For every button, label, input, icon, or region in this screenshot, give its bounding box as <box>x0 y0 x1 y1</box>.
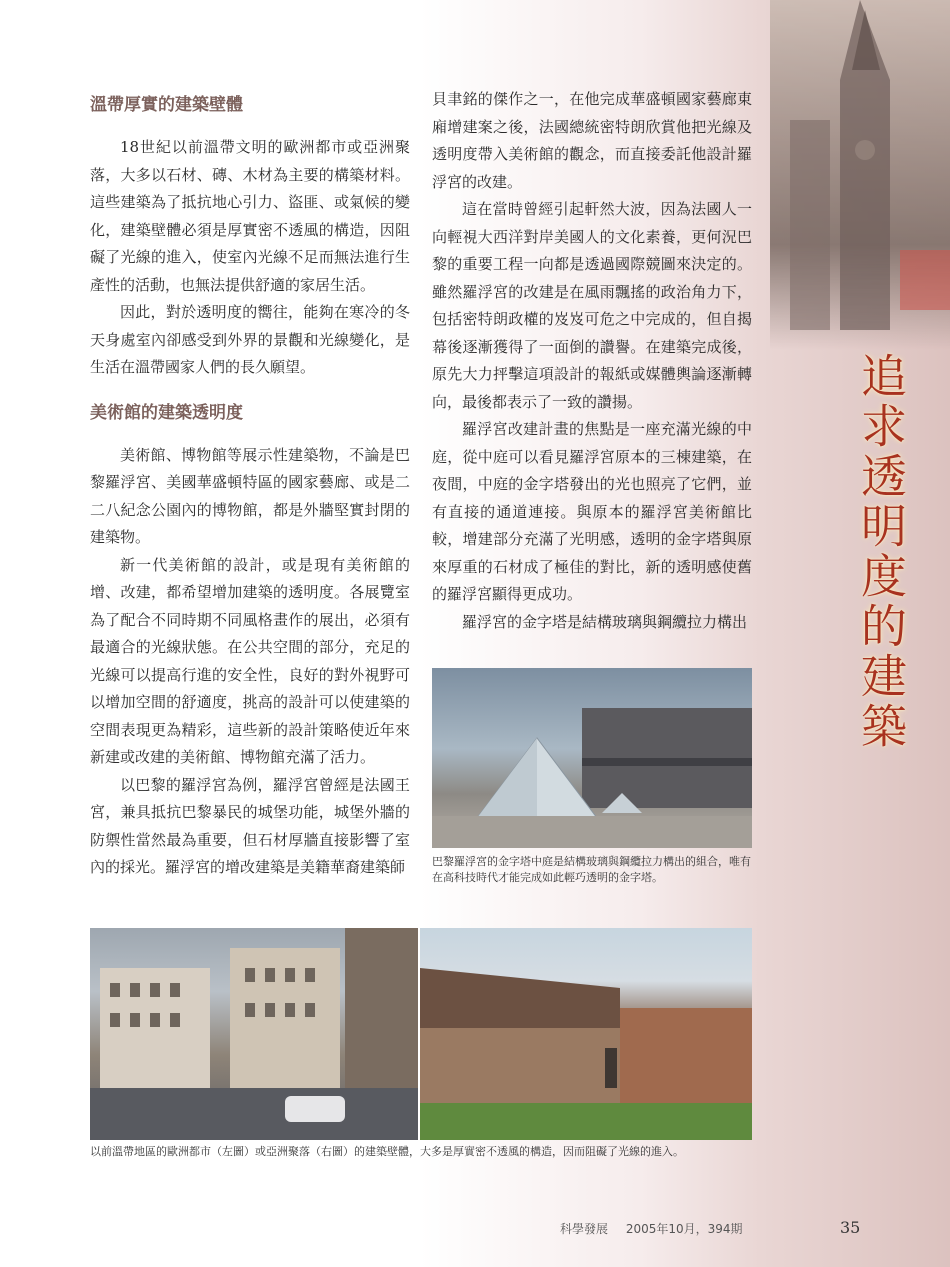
paragraph: 美術館、博物館等展示性建築物，不論是巴黎羅浮宮、美國華盛頓特區的國家藝廊、或是二二八紀念公園內的博物館，都是外牆堅實封閉的建築物。 <box>90 445 410 546</box>
page-number: 35 <box>840 1218 861 1237</box>
bottom-photos-caption: 以前溫帶地區的歐洲都市（左圖）或亞洲聚落（右圖）的建築壁體，大多是厚實密不透風的構造，因而阻礙了光線的進入。 <box>90 1145 684 1158</box>
paragraph: 羅浮宮改建計畫的焦點是一座充滿光線的中庭，從中庭可以看見羅浮宮原本的三棟建築，在夜間，中庭的金字塔發出的光也照亮了它們，並有直接的通道連接。與原本的羅浮宮美術館比較，增建部分充滿了光明感，透明的金字塔與原來厚重的石材成了極佳的對比，新的透明感使舊的羅浮宮顯得更成功。 <box>432 420 752 603</box>
paragraph: 貝聿銘的傑作之一，在他完成華盛頓國家藝廊東廂增建案之後，法國總統密特朗欣賞他把光線及透明度帶入美術館的觀念，而直接委託他設計羅浮宮的改建。 <box>432 90 752 191</box>
vertical-article-title: 追求透明度的建築 <box>854 352 908 752</box>
paragraph: 這在當時曾經引起軒然大波，因為法國人一向輕視大西洋對岸美國人的文化素養，更何況巴黎的重要工程一向都是透過國際競圖來決定的。雖然羅浮宮的改建是在風雨飄搖的政治角力下，包括密特朗政權的岌岌可危之中完成的，但自揭幕後逐漸獲得了一面倒的讚譽。在建築完成後，原先大力抨擊這項設計的報紙或媒體輿論逐漸轉向，最後都表示了一致的讚揚。 <box>432 200 752 411</box>
paragraph: 以巴黎的羅浮宮為例，羅浮宮曾經是法國王宮，兼具抵抗巴黎暴民的城堡功能，城堡外牆的防禦性當然最為重要，但石材厚牆直接影響了室內的採光。羅浮宮的增改建築是美籍華裔建築師 <box>90 775 410 876</box>
section-heading-museum-transparency: 美術館的建築透明度 <box>90 402 243 423</box>
louvre-photo-caption: 巴黎羅浮宮的金字塔中庭是結構玻璃與鋼纜拉力構出的組合，唯有在高科技時代才能完成如此輕巧透明的金字塔。 <box>432 855 751 884</box>
asian-village-photo <box>420 928 752 1140</box>
right-text-column <box>432 86 752 636</box>
paragraph: 羅浮宮的金字塔是結構玻璃與鋼纜拉力構出 <box>462 612 748 631</box>
page-footer <box>560 1220 860 1237</box>
louvre-pyramid-photo <box>432 668 752 848</box>
left-text-column <box>90 90 410 882</box>
paragraph: 因此，對於透明度的嚮往，能夠在寒冷的冬天身處室內卻感受到外界的景觀和光線變化，是生活在溫帶國家人們的長久願望。 <box>90 303 410 376</box>
paris-street-photo <box>90 928 418 1140</box>
magazine-name: 科學發展 <box>560 1222 609 1236</box>
paragraph: 新一代美術館的設計，或是現有美術館的增、改建，都希望增加建築的透明度。各展覽室為了配合不同時期不同風格畫作的展出，必須有最適合的光線狀態。在公共空間的部分，充足的光線可以提高行進的安全性，良好的對外視野可以增加空間的舒適度，挑高的設計可以使建築的空間表現更為精彩，這些新的設計策略使近年來新建或改建的美術館、博物館充滿了活力。 <box>90 555 410 766</box>
section-heading-thick-walls: 溫帶厚實的建築壁體 <box>90 95 243 115</box>
issue-info: 2005年10月，394期 <box>625 1222 743 1236</box>
decorative-church-photo <box>770 0 950 350</box>
paragraph: 18世紀以前溫帶文明的歐洲都市或亞洲聚落，大多以石材、磚、木材為主要的構築材料。這些建築為了抵抗地心引力、盜匪、或氣候的變化，建築壁體必須是厚實密不透風的構造，因阻礙了光線的進入，使室內光線不足而無法進行生產性的活動，也無法提供舒適的家居生活。 <box>90 138 410 294</box>
